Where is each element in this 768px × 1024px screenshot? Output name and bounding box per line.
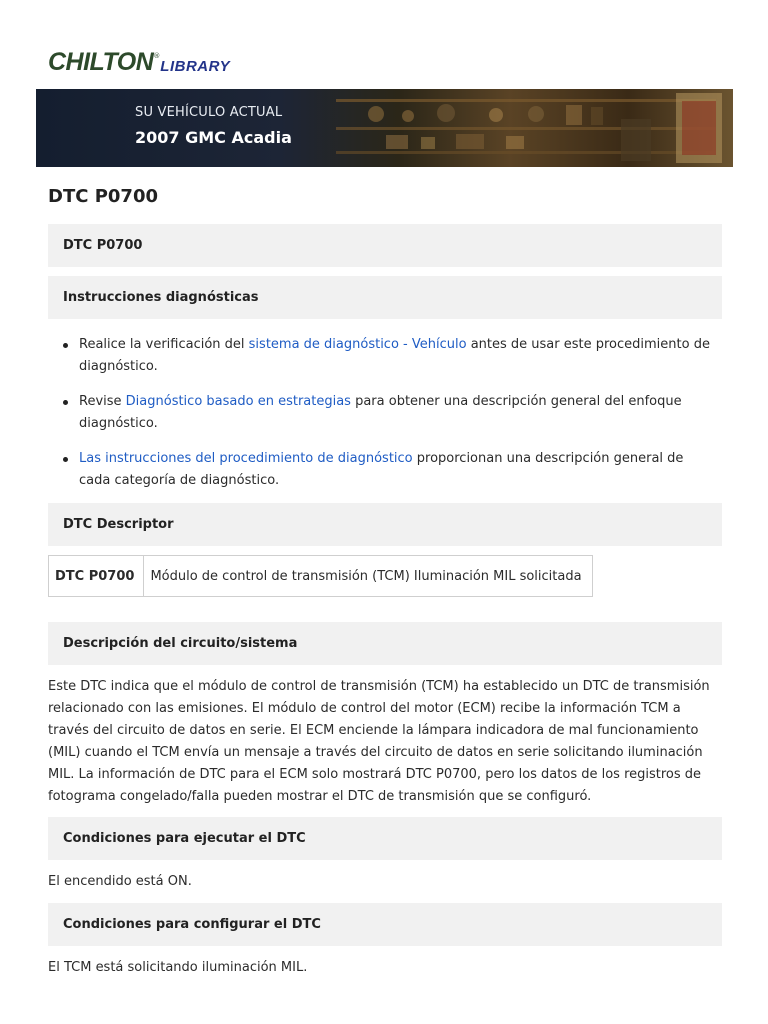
list-item xyxy=(61,334,711,378)
logo-library-text: LIBRARY xyxy=(160,58,231,75)
vehicle-banner xyxy=(36,89,733,167)
section-header-descriptor: DTC Descriptor xyxy=(48,503,722,546)
list-item xyxy=(61,448,711,492)
logo-registered-mark: ® xyxy=(153,52,161,60)
link-diagnostic-procedure-instructions[interactable]: Las instrucciones del procedimiento de diagnóstico xyxy=(79,451,413,466)
list-item-text: Revise xyxy=(79,394,126,409)
run-conditions-text: El encendido está ON. xyxy=(48,874,192,889)
chilton-library-logo[interactable] xyxy=(48,50,230,75)
section-header-dtc: DTC P0700 xyxy=(48,224,722,267)
dtc-code-cell: DTC P0700 xyxy=(49,556,144,597)
page-title: DTC P0700 xyxy=(48,186,158,207)
list-item-text: Realice la verificación del xyxy=(79,337,249,352)
list-item xyxy=(61,391,711,435)
list-item-text: para obtener una descripción general del enfoque diagnóstico. xyxy=(79,394,682,431)
banner-kicker: SU VEHÍCULO ACTUAL xyxy=(135,105,283,120)
circuit-description-text: Este DTC indica que el módulo de control de transmisión (TCM) ha establecido un DTC de transmisión relacionado con las emisiones. El módulo de control del motor (ECM) recibe la información TCM a través del circuito de datos en serie. El ECM enciende la lámpara indicadora de mal funcionamiento (MIL) cuando el TCM envía un mensaje a través del circuito de datos en serie solicitando iluminación MIL. La información de DTC para el ECM solo mostrará DTC P0700, pero los datos de los registros de fotograma congelado/falla pueden mostrar el DTC de transmisión que se configuró. xyxy=(48,679,710,804)
section-header-diagnostic-instructions: Instrucciones diagnósticas xyxy=(48,276,722,319)
dtc-description-cell: Módulo de control de transmisión (TCM) Iluminación MIL solicitada xyxy=(144,556,592,597)
set-conditions-text: El TCM está solicitando iluminación MIL. xyxy=(48,960,308,975)
table-row xyxy=(49,556,593,597)
logo-chilton-text: CHILTON xyxy=(48,48,154,76)
section-header-run-conditions: Condiciones para ejecutar el DTC xyxy=(48,817,722,860)
diagnostic-instructions-list xyxy=(61,334,711,505)
list-item-text: proporcionan una descripción general de cada categoría de diagnóstico. xyxy=(79,451,684,488)
dtc-descriptor-table xyxy=(48,555,593,597)
link-diagnostic-system-check[interactable]: sistema de diagnóstico - Vehículo xyxy=(248,337,467,352)
list-item-text: antes de usar este procedimiento de diagnóstico. xyxy=(79,337,710,374)
section-header-set-conditions: Condiciones para configurar el DTC xyxy=(48,903,722,946)
section-header-circuit-description: Descripción del circuito/sistema xyxy=(48,622,722,665)
link-strategy-based-diagnosis[interactable]: Diagnóstico basado en estrategias xyxy=(125,394,351,409)
vehicle-name: 2007 GMC Acadia xyxy=(135,128,292,147)
